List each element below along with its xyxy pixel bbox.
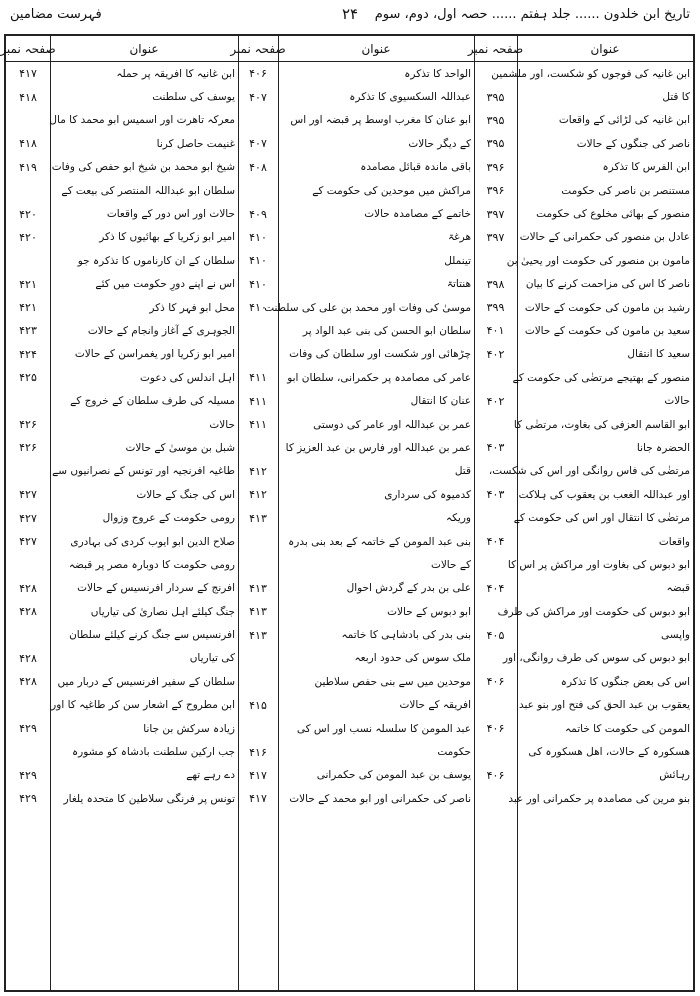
entry-page: ۴۰۶ xyxy=(486,722,505,736)
entry-title: رومی حکومت کے عروج وزوال xyxy=(102,512,235,525)
entry-page: ۴۱۷ xyxy=(249,768,267,782)
entry-title: منصور کے بھتیجے مرتضٰی کی حکومت کے xyxy=(512,371,690,384)
entry-page: ۴۲۸ xyxy=(19,605,37,619)
entry-title: عمر بن عبداللہ اور فارس بن عبد العزیز کا xyxy=(285,441,471,454)
entry-title: مرتضٰی کا انتقال اور اس کی حکومت کے xyxy=(513,512,690,525)
entry-title: رہائش xyxy=(659,769,690,782)
entry-page: ۴۰۶ xyxy=(486,768,505,782)
entry-page: ۴۱۹ xyxy=(19,160,37,174)
entry-page: ۴۱۰ xyxy=(249,301,267,315)
entry-page: ۴۲۱ xyxy=(19,277,37,291)
toc-row xyxy=(6,156,693,179)
entry-page: ۴۱۱ xyxy=(249,418,267,432)
entry-title: سلطان ابو الحسن کی بنی عبد الواد پر xyxy=(302,324,471,337)
entry-page: ۴۱۰ xyxy=(249,254,267,268)
entry-title: غنیمت حاصل کرنا xyxy=(156,137,235,150)
section-title: فہرست مضامین xyxy=(10,7,102,22)
toc-row xyxy=(6,436,693,459)
toc-row xyxy=(6,647,693,670)
entry-title: ابن مطروح کے اشعار سن کر طاغیہ کا اور xyxy=(51,699,235,712)
entry-page: ۳۹۵ xyxy=(486,113,505,127)
toc-row xyxy=(6,132,693,155)
entry-title: ابو دبوس کی حکومت اور مراکش کی طرف xyxy=(497,605,690,618)
entry-title: جب ارکین سلطنت بادشاہ کو مشورہ xyxy=(71,746,235,759)
entry-title: افریقہ کے حالات xyxy=(399,699,471,712)
entry-title: شبل بن موسیٰ کے حالات xyxy=(125,441,235,454)
entry-page: ۴۱۱ xyxy=(249,394,267,408)
entry-title: موسیٰ کی وفات اور محمد بن علی کی سلطنت xyxy=(264,301,471,314)
entry-title: اس کی جنگ کے حالات xyxy=(136,488,235,501)
entry-title: منصور کے بھائی مخلوع کی حکومت xyxy=(536,208,690,221)
entry-title: عبداللہ السکسیوی کا تذکرہ xyxy=(349,91,471,104)
entry-page: ۴۰۶ xyxy=(249,67,267,81)
entry-title: کے حالات xyxy=(430,558,471,571)
entry-title: یوسف کی سلطنت xyxy=(152,91,235,104)
toc-row xyxy=(6,460,693,483)
entry-page: ۴۱۷ xyxy=(249,792,267,806)
entry-title: هنتاتۃ xyxy=(446,278,471,291)
entry-page: ۴۲۰ xyxy=(19,230,37,244)
entry-page: ۴۰۲ xyxy=(486,394,505,408)
entry-title: حالات xyxy=(664,395,690,408)
entry-page: ۴۱۵ xyxy=(249,698,267,712)
entry-page: ۴۲۷ xyxy=(19,535,37,548)
toc-row xyxy=(6,343,693,366)
entry-title: الحضرہ جانا xyxy=(636,441,690,454)
entry-page: ۳۹۶ xyxy=(486,160,505,174)
toc-row xyxy=(6,226,693,249)
entry-title: اس نے اپنے دورِ حکومت میں کئے xyxy=(95,278,235,291)
entry-page: ۴۲۵ xyxy=(19,371,37,385)
entry-page: ۴۲۹ xyxy=(19,792,37,806)
entry-page: ۴۲۴ xyxy=(19,347,37,361)
entry-page: ۴۲۸ xyxy=(19,651,37,665)
entry-page xyxy=(6,740,50,763)
entry-title: ابن غانیہ کی فوجوں کو شکست، اور ملشمین xyxy=(491,67,690,80)
entry-title: دے رہے تھے xyxy=(186,769,235,782)
running-title: تاریخ ابن خلدون ...... جلد ہفتم ...... حصہ اول، دوم، سوم xyxy=(374,7,690,22)
entry-title: وریکہ xyxy=(445,512,471,525)
entry-title: هسکورہ کے حالات، اهل هسکورہ کی xyxy=(528,746,690,759)
entry-page: ۴۰۸ xyxy=(249,160,267,174)
entry-page: ۴۱۳ xyxy=(249,511,267,525)
entry-title: یعقوب بن عبد الحق کی فتح اور بنو عبد xyxy=(518,699,690,712)
entry-title: الواحد کا تذکرہ xyxy=(404,67,471,80)
toc-row xyxy=(6,623,693,646)
toc-row xyxy=(6,787,693,810)
entry-page: ۴۰۴ xyxy=(486,581,505,595)
entry-page: ۴۲۱ xyxy=(19,301,37,315)
toc-row xyxy=(6,62,693,85)
column-header-page-left: صفحہ نمبر xyxy=(6,36,50,62)
entry-page: ۳۹۷ xyxy=(486,230,505,244)
page-number: ۲۴ xyxy=(341,5,359,23)
entry-title: اس کی بعض جنگوں کا تذکرہ xyxy=(560,675,690,688)
entry-title: مسیلہ کی طرف سلطان کے خروج کے xyxy=(70,395,235,408)
entry-title: قبضہ xyxy=(666,582,690,595)
entry-page: ۳۹۷ xyxy=(486,207,505,221)
entry-title: الجوہری کے آغاز وانجام کے حالات xyxy=(87,324,235,337)
entry-title: سعید کا انتقال xyxy=(627,348,690,361)
entry-page xyxy=(6,694,50,717)
entry-page: ۴۱۱ xyxy=(249,371,267,385)
toc-column-left xyxy=(6,62,693,990)
toc-row xyxy=(6,694,693,717)
entry-title: طاغیہ افرنجیہ اور تونس کے نصرانیوں سے xyxy=(52,465,235,478)
entry-page: ۴۱۳ xyxy=(249,628,267,642)
entry-title: کے دیگر حالات xyxy=(408,137,471,150)
entry-title: قتل xyxy=(454,465,471,478)
column-header-title-middle: عنوان xyxy=(278,36,474,62)
entry-page: ۴۱۸ xyxy=(19,90,37,104)
toc-row xyxy=(6,249,693,272)
entry-page: ۳۹۹ xyxy=(486,301,505,315)
entry-page: ۴۱۲ xyxy=(249,464,267,478)
entry-title: صلاح الدین ابو ایوب کردی کی بہادری xyxy=(70,535,235,548)
entry-page: ۴۰۵ xyxy=(486,628,505,642)
entry-page: ۴۲۷ xyxy=(19,488,37,502)
entry-page: ۴۲۹ xyxy=(19,768,37,782)
toc-row xyxy=(6,764,693,787)
entry-title: جنگ کیلئے اہل نصاریٰ کی تیاریاں xyxy=(90,605,235,618)
entry-title: مراکش میں موحدین کی حکومت کے xyxy=(312,184,471,197)
toc-row xyxy=(6,179,693,202)
entry-title: ناصر کی حکمرانی اور ابو محمد کے حالات xyxy=(289,792,471,805)
toc-row xyxy=(6,109,693,132)
entry-title: مرتضٰی کی فاس روانگی اور اس کی شکست، xyxy=(488,465,690,478)
entry-title: شیخ ابو محمد بن شیخ ابو حفص کی وفات xyxy=(51,161,235,174)
entry-page: ۴۲۶ xyxy=(19,418,37,432)
entry-title: تینملل xyxy=(444,254,471,267)
page-header xyxy=(6,4,694,30)
entry-title: حالات xyxy=(209,418,235,431)
entry-title: امیر ابو زکریا اور یغمراسن کے حالات xyxy=(74,348,235,361)
entry-page: ۴۰۱ xyxy=(486,324,505,338)
toc-row xyxy=(6,366,693,389)
entry-title: ابن غانیہ کی لڑائی کے واقعات xyxy=(558,114,690,127)
entry-title: اور عبداللہ الغعب بن یعقوب کی ہلاکت xyxy=(518,488,690,501)
entry-page: ۴۲۹ xyxy=(19,722,37,736)
entry-page: ۴۲۳ xyxy=(19,324,37,338)
entry-title: ناصر کی جنگوں کے حالات xyxy=(576,137,690,150)
entry-title: بنی عبد المومن کے خاتمہ کے بعد بنی بدرہ xyxy=(288,535,471,548)
entry-title: المومن کی حکومت کا خاتمہ xyxy=(564,722,690,735)
entry-page: ۴۰۳ xyxy=(486,488,505,502)
entry-title: واپسی xyxy=(660,629,690,642)
entry-title: سلطان کے سفیر افرنسیس کے دربار میں xyxy=(57,675,235,688)
column-header-title-right: عنوان xyxy=(517,36,693,62)
entry-title: امیر ابو زکریا کے بھائیوں کا ذکر xyxy=(99,231,235,244)
toc-row xyxy=(6,202,693,225)
entry-page: ۳۹۵ xyxy=(486,137,505,151)
entry-title: هرغۃ xyxy=(448,231,471,244)
toc-row xyxy=(6,483,693,506)
toc-row xyxy=(6,85,693,108)
toc-row xyxy=(6,717,693,740)
entry-title: ابو دبوس کی بغاوت اور مراکش پر اس کا xyxy=(507,558,690,571)
toc-row xyxy=(6,273,693,296)
entry-title: بنی بدر کی بادشاہی کا خاتمہ xyxy=(341,629,471,642)
column-header-page-middle: صفحہ نمبر xyxy=(238,36,278,62)
entry-title: مامون بن منصور کی حکومت اور یحییٰ بن xyxy=(506,254,690,267)
entry-title: خاتمے کے مصامدہ حالات xyxy=(364,208,471,221)
entry-page: ۴۱۸ xyxy=(19,137,37,151)
entry-page: ۴۲۶ xyxy=(19,441,37,455)
entry-title: موحدین میں سے بنی حفص سلاطین xyxy=(314,675,471,688)
entry-page xyxy=(6,460,50,483)
entry-page: ۴۲۸ xyxy=(19,675,37,689)
entry-title: کدمیوہ کی سرداری xyxy=(384,488,471,501)
entry-page xyxy=(6,623,50,646)
entry-title: واقعات xyxy=(658,535,690,548)
entry-page: ۴۱۳ xyxy=(249,605,267,619)
entry-title: عادل بن منصور کی حکمرانی کے حالات xyxy=(519,231,690,244)
entry-page: ۴۱۰ xyxy=(249,277,267,291)
entry-page: ۴۱۷ xyxy=(19,67,37,81)
entry-page: ۴۱۶ xyxy=(249,745,267,759)
entry-title: علی بن بدر کے گردش احوال xyxy=(346,582,471,595)
entry-page: ۴۱۳ xyxy=(249,581,267,595)
entry-page: ۴۲۸ xyxy=(19,581,37,595)
entry-title: سعید بن مامون کی حکومت کے حالات xyxy=(524,324,690,337)
toc-row xyxy=(6,530,693,553)
toc-row xyxy=(6,670,693,693)
toc-row xyxy=(6,740,693,763)
toc-row xyxy=(6,553,693,576)
entry-title: ناصر کا اس کی مزاحمت کرنے کا بیان xyxy=(525,278,690,291)
table-of-contents xyxy=(0,34,695,992)
toc-row xyxy=(6,506,693,529)
entry-title: رشید بن مامون کی حکومت کے حالات xyxy=(524,301,690,314)
entry-title: مستنصر بن ناصر کی حکومت xyxy=(561,184,690,197)
entry-page xyxy=(6,553,50,576)
entry-title: ابو دبوس کے حالات xyxy=(387,605,471,618)
entry-page: ۳۹۶ xyxy=(486,184,505,198)
entry-page: ۴۲۰ xyxy=(19,207,37,221)
entry-title: چڑھائی اور شکست اور سلطان کی وفات xyxy=(289,348,471,361)
entry-page: ۴۰۴ xyxy=(486,535,505,548)
entry-title: رومی حکومت کا دوبارہ مصر پر قبضہ xyxy=(68,558,235,571)
entry-title: باقی ماندہ قبائل مصامدہ xyxy=(360,161,471,174)
entry-title: اہل اندلس کی دعوت xyxy=(140,371,235,384)
toc-row xyxy=(6,577,693,600)
entry-title: معرکہ تاهرت اور اسمیس ابو محمد کا مال xyxy=(49,114,235,127)
entry-title: ابن الفرس کا تذکرہ xyxy=(602,161,690,174)
column-header-page-right: صفحہ نمبر xyxy=(474,36,517,62)
entry-page: ۴۰۷ xyxy=(249,90,267,104)
entry-title: حکومت xyxy=(437,746,471,759)
entry-page: ۴۱۲ xyxy=(249,488,267,502)
entry-page: ۴۰۹ xyxy=(249,207,267,221)
entry-title: عامر کی مصامدہ پر حکمرانی، سلطان ابو xyxy=(287,371,471,384)
entry-title: کا قتل xyxy=(662,91,690,104)
column-header-title-left: عنوان xyxy=(50,36,238,62)
entry-page xyxy=(6,249,50,272)
toc-row xyxy=(6,319,693,342)
entry-page: ۳۹۸ xyxy=(486,277,505,291)
entry-title: ابو دبوس کی سوس کی طرف روانگی، اور xyxy=(502,652,690,665)
entry-title: سلطان کے ان کارناموں کا تذکرہ جو xyxy=(77,254,235,267)
entry-title: ابن غانیہ کا افریقہ پر حملہ xyxy=(116,67,235,80)
entry-page: ۴۰۳ xyxy=(486,441,505,455)
entry-page: ۳۹۵ xyxy=(486,90,505,104)
entry-page: ۴۰۶ xyxy=(486,675,505,689)
toc-row xyxy=(6,413,693,436)
entry-title: بنو مرین کی مصامدہ پر حکمرانی اور عبد xyxy=(508,792,690,805)
entry-title: سلطان ابو عبداللہ المنتصر کی بیعت کے xyxy=(61,184,235,197)
entry-title: حالات اور اس دور کے واقعات xyxy=(106,208,235,221)
entry-title: ملک سوس کی حدود اربعہ xyxy=(354,652,471,665)
toc-row xyxy=(6,600,693,623)
entry-title: زیادہ سرکش بن جانا xyxy=(143,722,235,735)
entry-title: تونس پر فرنگی سلاطین کا متحدہ یلغار xyxy=(63,792,235,805)
entry-page xyxy=(6,109,50,132)
entry-page xyxy=(6,179,50,202)
entry-page xyxy=(6,389,50,412)
entry-page: ۴۰۷ xyxy=(249,137,267,151)
entry-title: عبد المومن کا سلسلہ نسب اور اس کی xyxy=(296,722,471,735)
entry-title: عنان کا انتقال xyxy=(410,395,471,408)
entry-page: ۴۱۰ xyxy=(249,230,267,244)
entry-title: ابو القاسم العزفی کی بغاوت، مرتضٰی کا xyxy=(513,418,690,431)
entry-title: ابو عنان کا مغرب اوسط پر قبضہ اور اس xyxy=(290,114,471,127)
entry-title: یوسف بن عبد المومن کی حکمرانی xyxy=(316,769,471,782)
entry-title: کی تیاریاں xyxy=(189,652,235,665)
entry-title: عمر بن عبداللہ اور عامر کی دوستی xyxy=(313,418,471,431)
entry-title: محل ابو فہر کا ذکر xyxy=(149,301,235,314)
entry-page: ۴۰۲ xyxy=(486,347,505,361)
toc-row xyxy=(6,296,693,319)
entry-title: افرنج کے سردار افرنسیس کے حالات xyxy=(77,582,235,595)
entry-page: ۴۲۷ xyxy=(19,511,37,525)
entry-title: افرنسیس سے جنگ کرنے کیلئے سلطان xyxy=(69,629,235,642)
toc-row xyxy=(6,389,693,412)
